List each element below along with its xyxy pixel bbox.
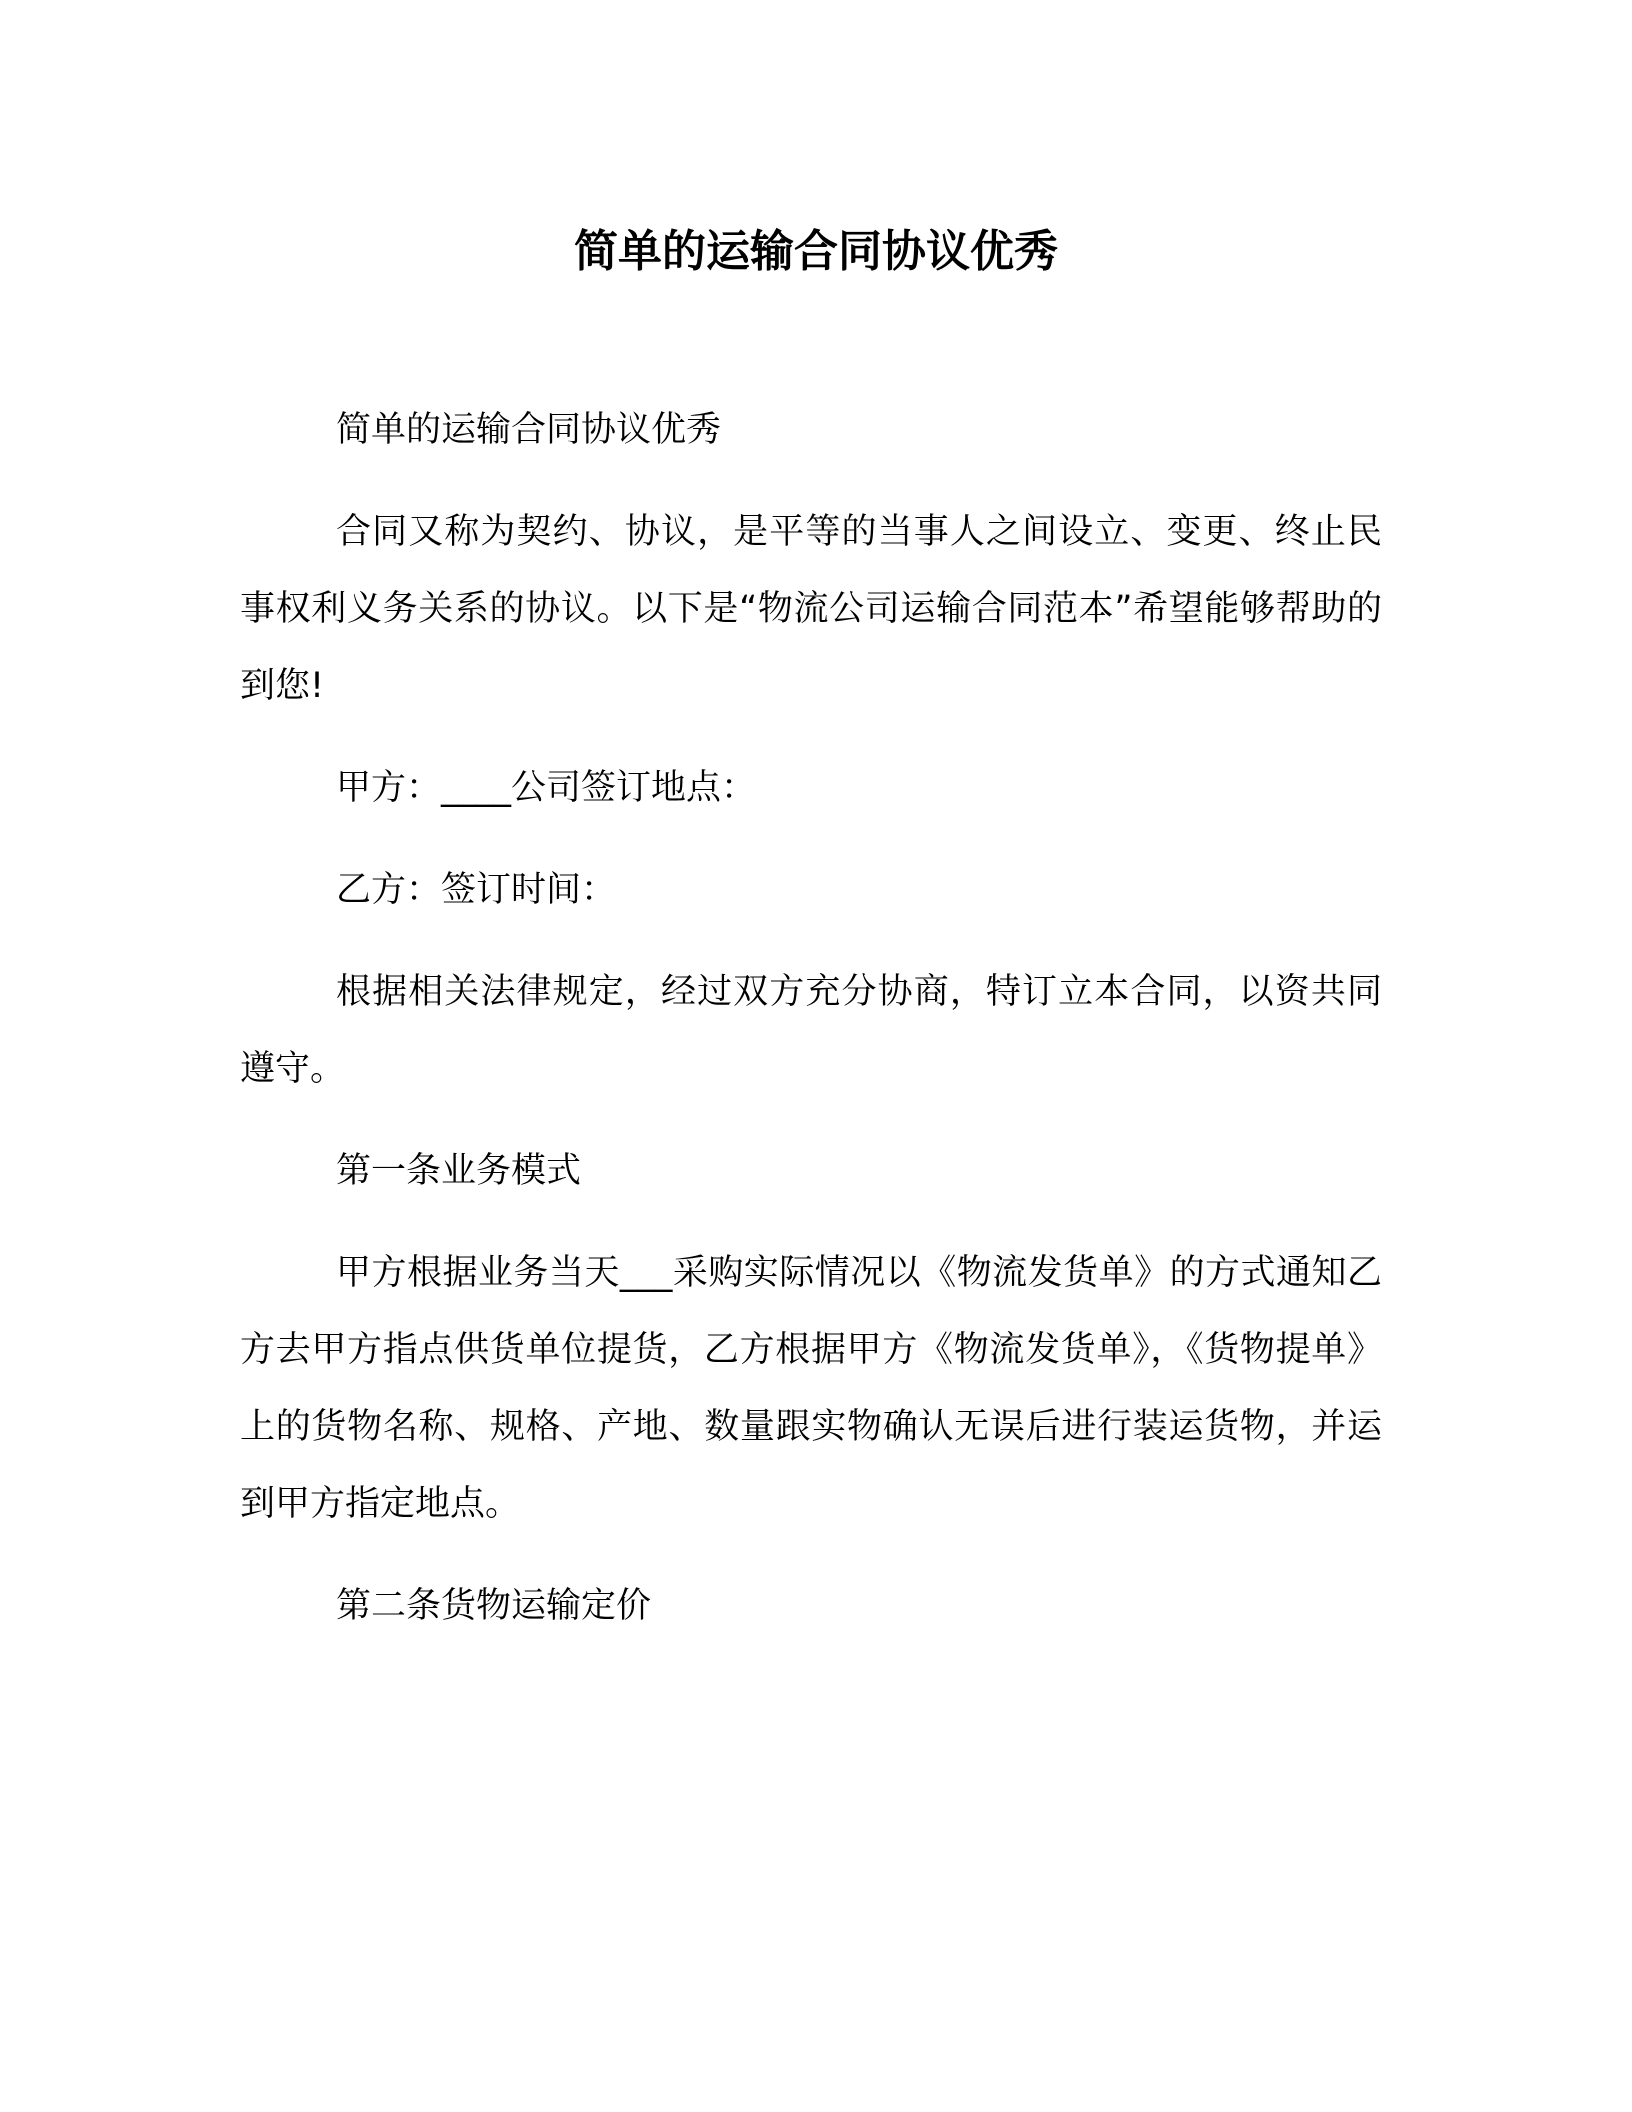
article-2-heading: 第二条货物运输定价 (336, 1586, 652, 1626)
document-title: 简单的运输合同协议优秀 (574, 226, 1058, 277)
article-1-heading: 第一条业务模式 (336, 1151, 582, 1191)
paragraph-party-a: 甲方：____公司签订地点： (336, 768, 757, 808)
paragraph-intro: 合同又称为契约、协议，是平等的当事人之间设立、变更、终止民事权利义务关系的协议。以下是“物流公司运输合同范本”希望能够帮助的到您! (240, 512, 1382, 706)
article-1-body: 甲方根据业务当天___采购实际情况以《物流发货单》的方式通知乙方去甲方指点供货单位提货，乙方根据甲方《物流发货单》，《货物提单》上的货物名称、规格、产地、数量跟实物确认无误后进行装运货物，并运到甲方指定地点。 (240, 1253, 1382, 1524)
paragraph-subtitle: 简单的运输合同协议优秀 (336, 410, 722, 450)
document-body (240, 392, 1382, 1670)
paragraph-party-b: 乙方：签订时间： (336, 870, 617, 910)
paragraph-preamble: 根据相关法律规定，经过双方充分协商，特订立本合同，以资共同遵守。 (240, 972, 1382, 1089)
